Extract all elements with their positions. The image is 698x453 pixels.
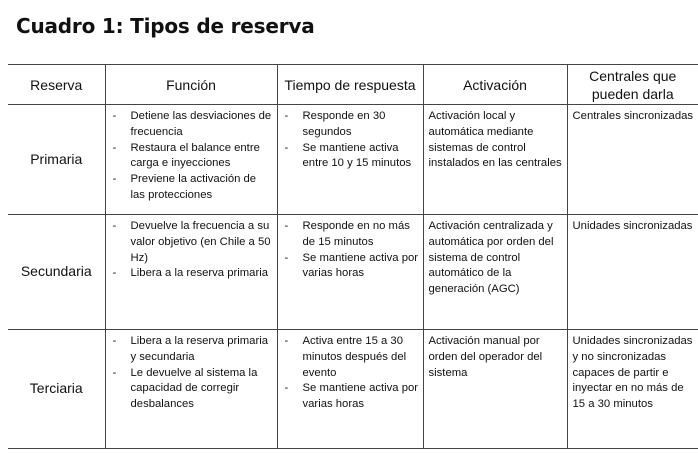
list-item: - Libera a la reserva primaria (111, 266, 273, 282)
activacion-cell: Activación local y automática mediante sistemas de control instalados en las centrales (423, 105, 567, 215)
centrales-cell: Centrales sincronizadas (567, 105, 698, 215)
header-reserva: Reserva (8, 65, 105, 105)
list-item: - Detiene las desviaciones de frecuencia (111, 109, 273, 141)
tiempo-cell (277, 215, 423, 330)
header-activacion: Activación (423, 65, 567, 105)
list-item: - Activa entre 15 a 30 minutos después del evento (283, 334, 419, 381)
table-header-row (8, 65, 698, 105)
list-item: - Devuelve la frecuencia a su valor objetivo (en Chile a 50 Hz) (111, 219, 273, 266)
list-item: - Previene la activación de las protecciones (111, 172, 273, 204)
list-item: - Responde en 30 segundos (283, 109, 419, 141)
funcion-cell (105, 330, 277, 449)
header-funcion: Función (105, 65, 277, 105)
list-item: - Responde en no más de 15 minutos (283, 219, 419, 251)
reserve-types-table (8, 64, 698, 449)
reserva-cell: Primaria (8, 105, 105, 215)
table-row (8, 215, 698, 330)
list-item: - Se mantiene activa entre 10 y 15 minutos (283, 141, 419, 173)
table-row (8, 105, 698, 215)
tiempo-list (283, 334, 419, 413)
reserva-cell: Secundaria (8, 215, 105, 330)
tiempo-list (283, 219, 419, 282)
funcion-list (111, 109, 273, 204)
tiempo-cell (277, 105, 423, 215)
table-title: Cuadro 1: Tipos de reserva (16, 14, 315, 38)
centrales-cell: Unidades sincronizadas y no sincronizadas capaces de partir e inyectar en no más de 15 a 30 minutos (567, 330, 698, 449)
reserva-cell: Terciaria (8, 330, 105, 449)
list-item: - Se mantiene activa por varias horas (283, 251, 419, 283)
list-item: - Le devuelve al sistema la capacidad de corregir desbalances (111, 366, 273, 413)
table-row (8, 330, 698, 449)
tiempo-cell (277, 330, 423, 449)
list-item: - Libera a la reserva primaria y secundaria (111, 334, 273, 366)
list-item: - Se mantiene activa por varias horas (283, 381, 419, 413)
activacion-cell: Activación centralizada y automática por orden del sistema de control automático de la generación (AGC) (423, 215, 567, 330)
tiempo-list (283, 109, 419, 172)
funcion-cell (105, 105, 277, 215)
header-centrales: Centrales que pueden darla (567, 65, 698, 105)
centrales-cell: Unidades sincronizadas (567, 215, 698, 330)
list-item: - Restaura el balance entre carga e inyecciones (111, 141, 273, 173)
funcion-list (111, 334, 273, 413)
header-tiempo-de-respuesta: Tiempo de respuesta (277, 65, 423, 105)
funcion-list (111, 219, 273, 282)
activacion-cell: Activación manual por orden del operador del sistema (423, 330, 567, 449)
funcion-cell (105, 215, 277, 330)
